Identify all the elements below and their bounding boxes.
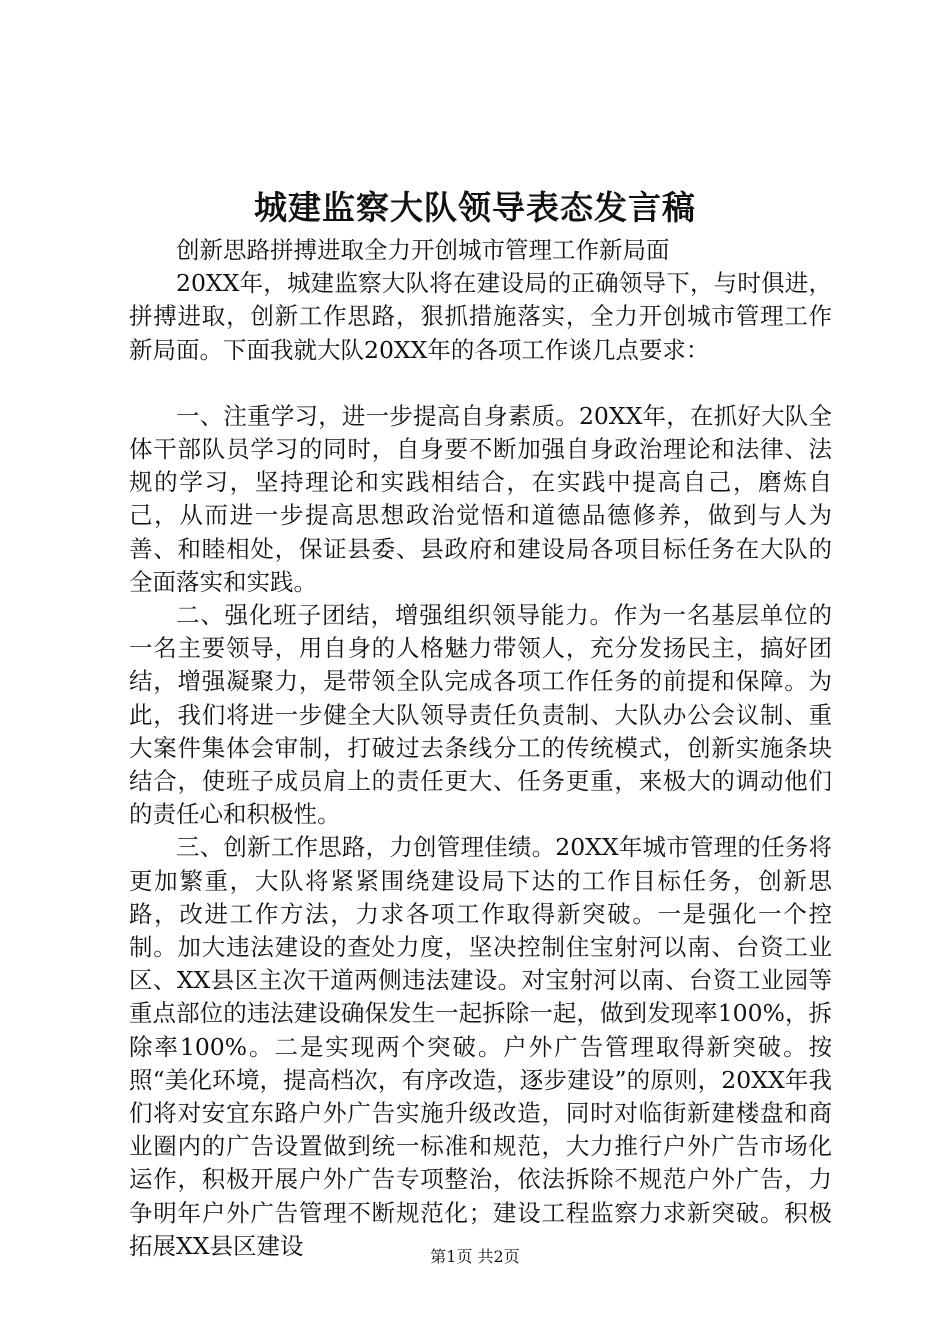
subtitle-paragraph: 创新思路拼搏进取全力开创城市管理工作新局面 <box>176 236 670 264</box>
section-3-paragraph: 三、创新工作思路，力创管理佳绩。20XX年城市管理的任务将更加繁重，大队将紧紧围绕建设局下达的工作目标任务，创新思路，改进工作方法，力求各项工作取得新突破。一是强化一个控制。加大违法建设的查处力度，坚决控制住宝射河以南、台资工业区、XX县区主次干道两侧违法建设。对宝射河以南、台资工业园等重点部位的违法建设确保发生一起拆除一起，做到发现率100%，拆除率100%。二是实现两个突破。户外广告管理取得新突破。按照“美化环境，提高档次，有序改造，逐步建设”的原则，20XX年我们将对安宜东路户外广告实施升级改造，同时对临街新建楼盘和商业圈内的广告设置做到统一标准和规范，大力推行户外广告市场化运作，积极开展户外广告专项整治，依法拆除不规范户外广告，力争明年户外广告管理不断规范化；建设工程监察力求新突破。积极拓展XX县区建设 <box>129 833 832 1260</box>
section-1-paragraph: 一、注重学习，进一步提高自身素质。20XX年，在抓好大队全体干部队员学习的同时，自身要不断加强自身政治理论和法律、法规的学习，坚持理论和实践相结合，在实践中提高自己，磨炼自己，从而进一步提高思想政治觉悟和道德品德修养，做到与人为善、和睦相处，保证县委、县政府和建设局各项目标任务在大队的全面落实和实践。 <box>129 401 832 596</box>
document-body <box>129 234 832 1263</box>
intro-paragraph: 20XX年，城建监察大队将在建设局的正确领导下，与时俱进，拼搏进取，创新工作思路，狠抓措施落实，全力开创城市管理工作新局面。下面我就大队20XX年的各项工作谈几点要求： <box>129 269 832 364</box>
page-number-footer: 第1页 共2页 <box>430 1247 520 1266</box>
section-2-paragraph: 二、强化班子团结，增强组织领导能力。作为一名基层单位的一名主要领导，用自身的人格魅力带领人，充分发扬民主，搞好团结，增强凝聚力，是带领全队完成各项工作任务的前提和保障。为此，我们将进一步健全大队领导责任负责制、大队办公会议制、重大案件集体会审制，打破过去条线分工的传统模式，创新实施条块结合，使班子成员肩上的责任更大、任务更重，来极大的调动他们的责任心和积极性。 <box>129 601 832 829</box>
document-title: 城建监察大队领导表态发言稿 <box>254 188 696 227</box>
